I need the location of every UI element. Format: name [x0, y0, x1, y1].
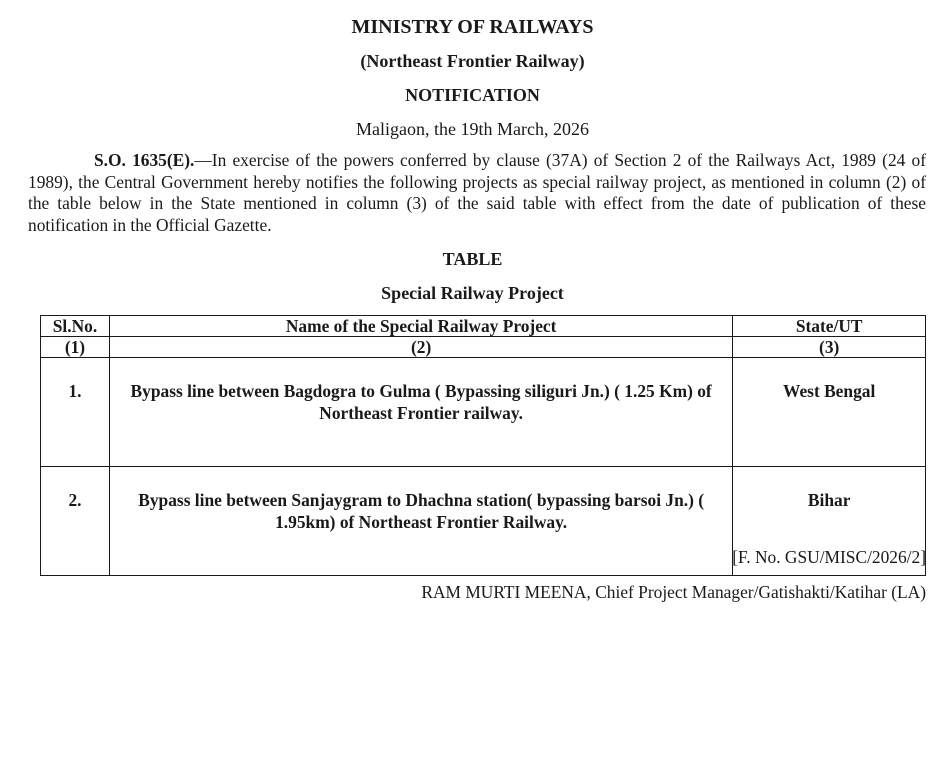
- order-reference: S.O. 1635(E).: [94, 150, 195, 170]
- notification-text: —In exercise of the powers conferred by clause (37A) of Section 2 of the Railways Act, 1989 (24 of 1989), the Central Government hereby notifies the following projects as special railway project, as mentioned in column (2) of the table below in the State mentioned in column (3) of the said table with effect from the date of publication of these notification in the Official Gazette.: [28, 150, 927, 235]
- row-state: West Bengal: [733, 358, 926, 467]
- table-row: [41, 358, 926, 467]
- notification-body: [28, 150, 926, 236]
- row-project-name: Bypass line between Bagdogra to Gulma ( Bypassing siliguri Jn.) ( 1.25 Km) of Northeast Frontier railway.: [109, 358, 732, 467]
- notification-heading: NOTIFICATION: [405, 85, 540, 105]
- table-subtitle: Special Railway Project: [381, 283, 564, 303]
- column-number-3: (3): [733, 337, 926, 358]
- file-number: [F. No. GSU/MISC/2026/2]: [732, 547, 926, 567]
- table-header-row: [41, 316, 926, 337]
- row-sl-no: 2.: [41, 467, 110, 576]
- railway-zone: (Northeast Frontier Railway): [360, 51, 585, 71]
- row-sl-no: 1.: [41, 358, 110, 467]
- column-number-1: (1): [41, 337, 110, 358]
- header-project-name: Name of the Special Railway Project: [109, 316, 732, 337]
- ministry-title: MINISTRY OF RAILWAYS: [351, 16, 594, 38]
- header-sl-no: Sl.No.: [41, 316, 110, 337]
- row-project-name: Bypass line between Sanjaygram to Dhachna station( bypassing barsoi Jn.) ( 1.95km) of Northeast Frontier Railway.: [109, 467, 732, 576]
- column-number-2: (2): [109, 337, 732, 358]
- table-column-number-row: [41, 337, 926, 358]
- row-state: Bihar: [733, 467, 926, 576]
- header-state: State/UT: [733, 316, 926, 337]
- signatory: RAM MURTI MEENA, Chief Project Manager/Gatishakti/Katihar (LA): [421, 582, 926, 602]
- project-table: [40, 315, 926, 576]
- table-title: TABLE: [442, 249, 503, 269]
- dateline: Maligaon, the 19th March, 2026: [356, 119, 589, 139]
